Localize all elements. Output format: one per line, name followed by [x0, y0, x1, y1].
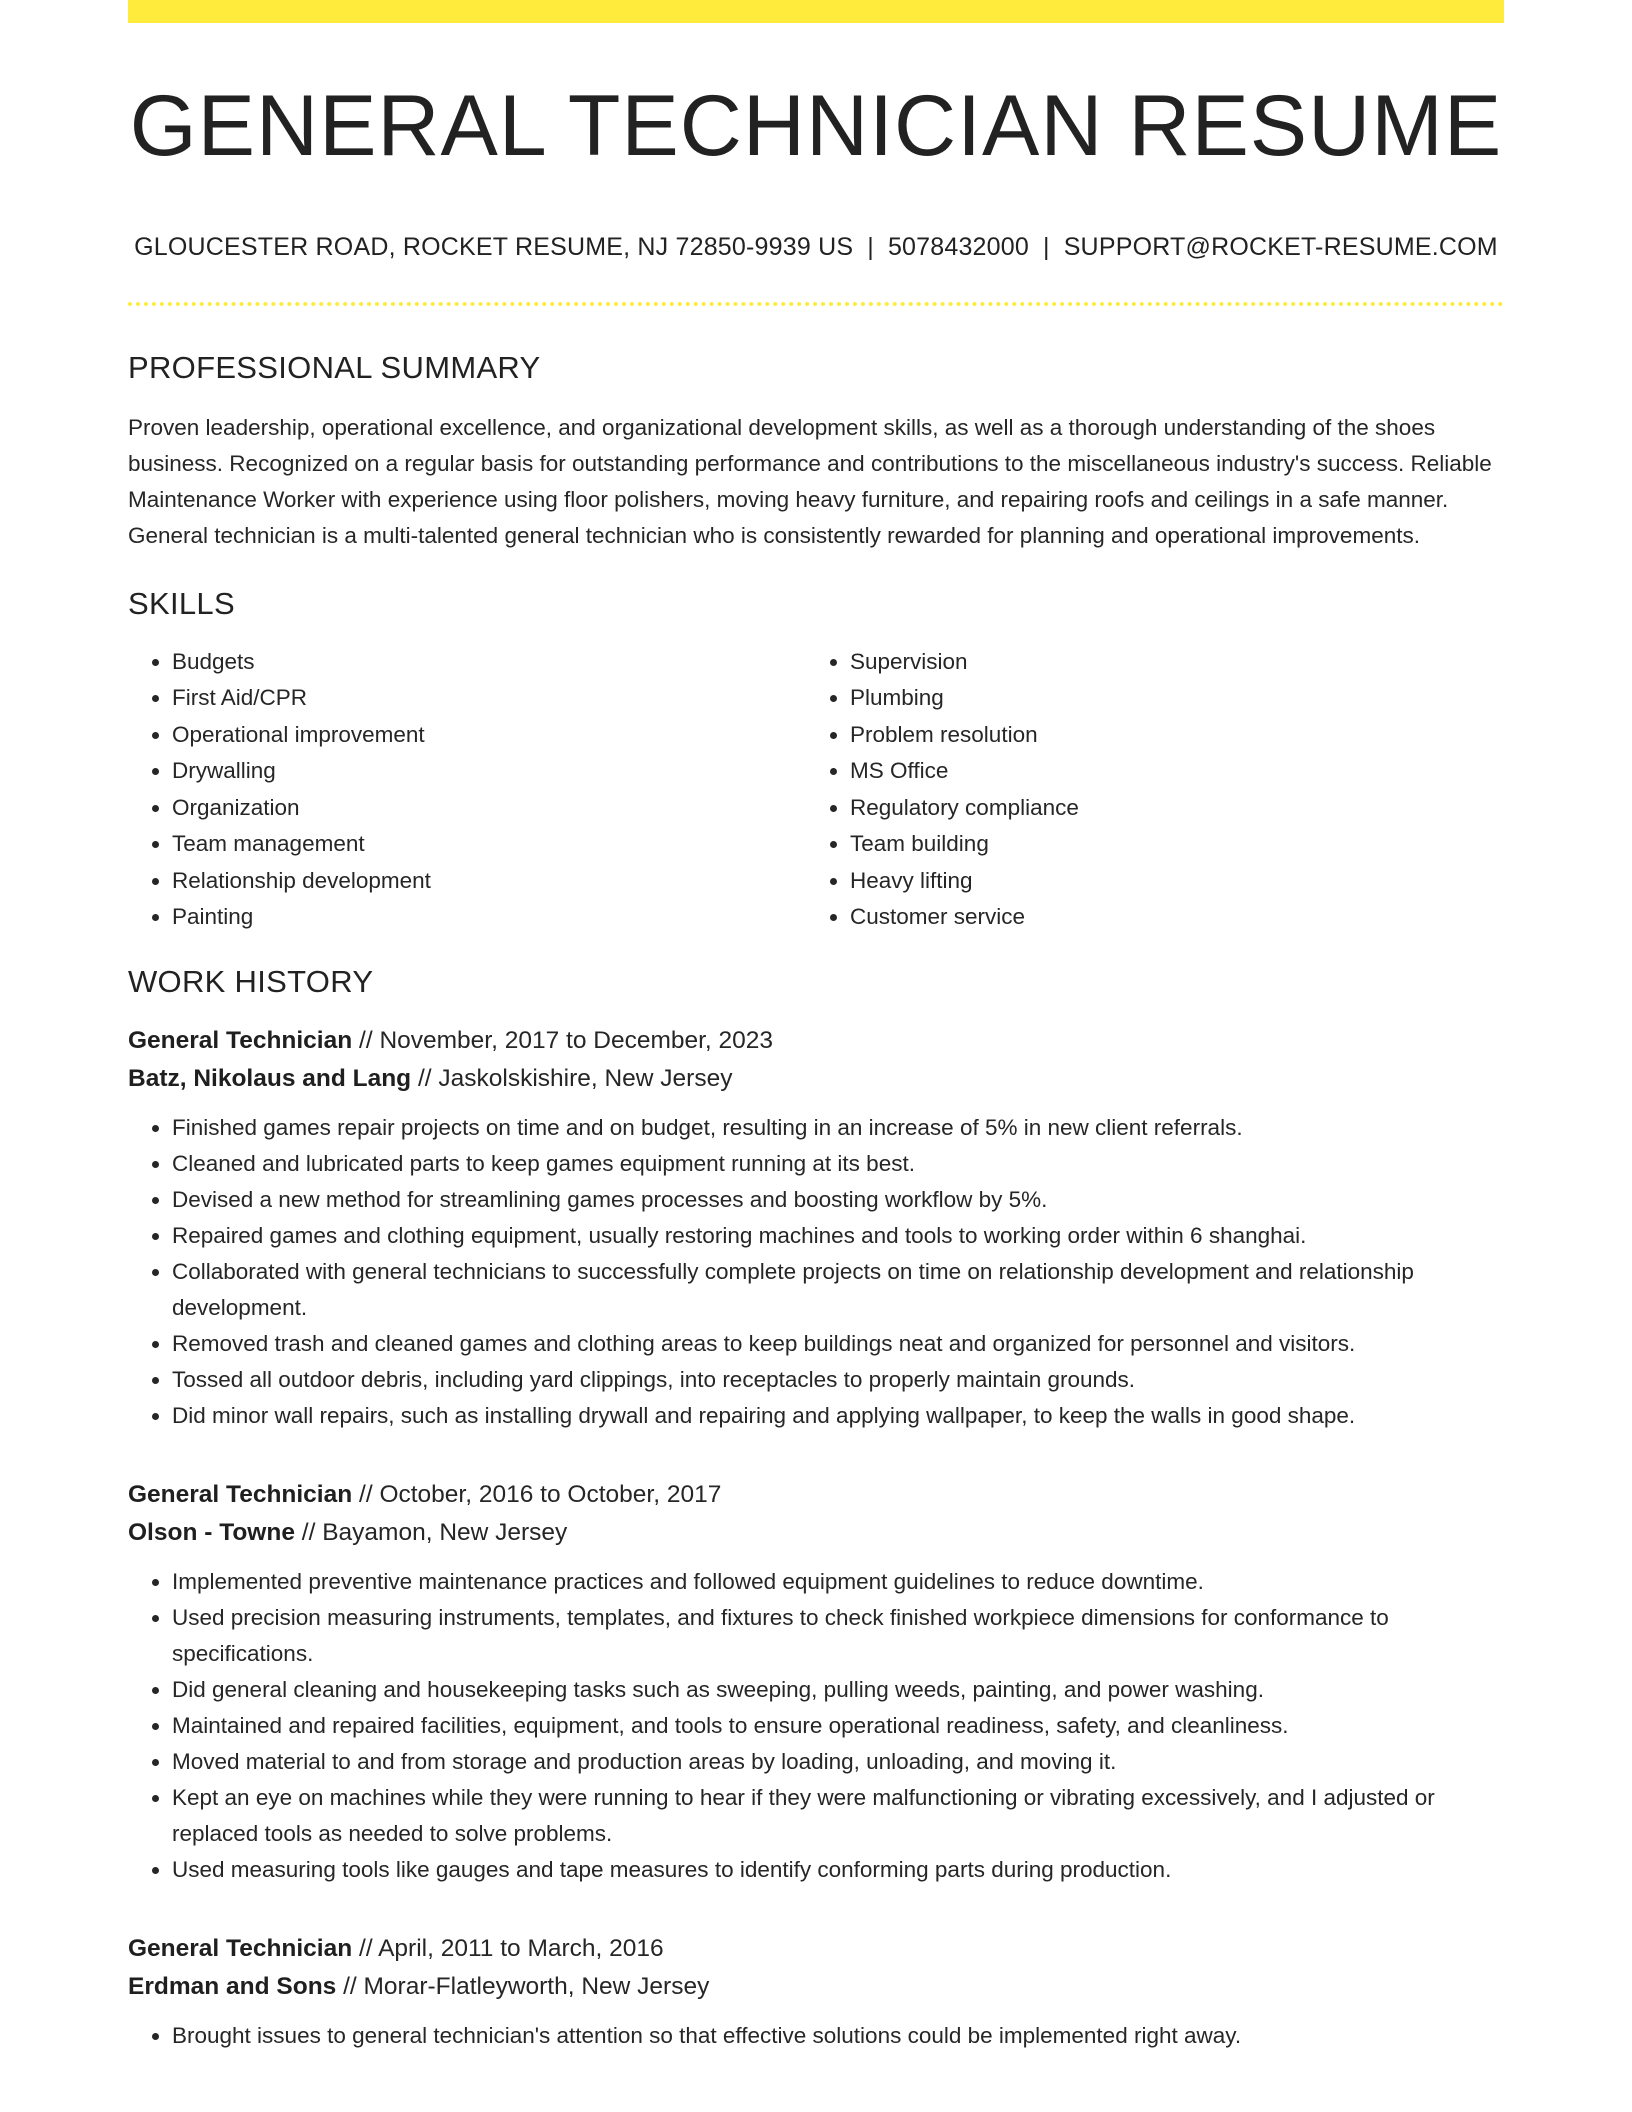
resume-page: [128, 0, 1504, 2054]
work-history-heading: WORK HISTORY: [128, 963, 374, 999]
job-bullets: [128, 1564, 1504, 1888]
job-bullet: • Used precision measuring instruments, templates, and fixtures to check finished workpiece dimensions for conformance to specifications.: [172, 1600, 1504, 1672]
job-entry: [128, 1022, 1504, 1434]
skill-item: • Budgets: [172, 644, 806, 681]
job-title-line: [128, 1022, 1504, 1060]
job-bullet: • Removed trash and cleaned games and clothing areas to keep buildings neat and organized for personnel and visitors.: [172, 1326, 1504, 1362]
job-company-line: [128, 1968, 1504, 2006]
resume-title: GENERAL TECHNICIAN RESUME: [129, 78, 1503, 174]
job-company-line: [128, 1514, 1504, 1552]
skill-item: • Supervision: [850, 644, 1504, 681]
job-bullet: • Collaborated with general technicians to successfully complete projects on time on relationship development and relationship development.: [172, 1254, 1504, 1326]
job-location: // Jaskolskishire, New Jersey: [411, 1064, 733, 1092]
skill-item: • Heavy lifting: [850, 863, 1504, 900]
skill-item: • Operational improvement: [172, 717, 806, 754]
skill-item: • Customer service: [850, 899, 1504, 936]
skills-heading: SKILLS: [128, 585, 235, 621]
job-title: General Technician: [128, 1934, 353, 1962]
job-location: // Bayamon, New Jersey: [294, 1518, 568, 1546]
job-dates: // October, 2016 to October, 2017: [352, 1480, 722, 1508]
contact-line: [128, 232, 1504, 262]
job-bullet: • Did minor wall repairs, such as installing drywall and repairing and applying wallpaper, to keep the walls in good shape.: [172, 1398, 1504, 1434]
job-bullet: • Used measuring tools like gauges and tape measures to identify conforming parts during production.: [172, 1852, 1504, 1888]
contact-email[interactable]: SUPPORT@ROCKET-RESUME.COM: [1063, 232, 1498, 261]
job-bullet: • Cleaned and lubricated parts to keep games equipment running at its best.: [172, 1146, 1504, 1182]
skills-list: [128, 644, 1504, 936]
skill-item: • Team building: [850, 826, 1504, 863]
job-bullet: • Repaired games and clothing equipment, usually restoring machines and tools to working order within 6 shanghai.: [172, 1218, 1504, 1254]
job-company: Batz, Nikolaus and Lang: [128, 1064, 412, 1092]
job-title-line: [128, 1476, 1504, 1514]
summary-text: Proven leadership, operational excellence, and organizational development skills, as well as a thorough understanding of the shoes business. Recognized on a regular basis for outstanding performance and contributions to the miscellaneous industry's success. Reliable Maintenance Worker with experience using floor polishers, moving heavy furniture, and repairing roofs and ceilings in a safe manner. General technician is a multi-talented general technician who is consistently rewarded for planning and operational improvements.: [128, 414, 1492, 548]
job-title: General Technician: [128, 1026, 353, 1054]
contact-address: GLOUCESTER ROAD, ROCKET RESUME, NJ 72850-9939 US: [134, 232, 854, 261]
skill-item: • Team management: [172, 826, 806, 863]
skill-item: • Plumbing: [850, 680, 1504, 717]
contact-separator: |: [1042, 232, 1050, 261]
job-title: General Technician: [128, 1480, 353, 1508]
contact-separator: |: [867, 232, 874, 261]
skill-item: • Drywalling: [172, 753, 806, 790]
skill-item: • Organization: [172, 790, 806, 827]
job-dates: // November, 2017 to December, 2023: [352, 1026, 774, 1054]
skill-item: • First Aid/CPR: [172, 680, 806, 717]
job-entry: [128, 1930, 1504, 2054]
job-bullet: • Brought issues to general technician's attention so that effective solutions could be implemented right away.: [172, 2018, 1504, 2054]
job-bullet: • Implemented preventive maintenance practices and followed equipment guidelines to reduce downtime.: [172, 1564, 1504, 1600]
job-location: // Morar-Flatleyworth, New Jersey: [336, 1972, 710, 2000]
job-bullets: [128, 2018, 1504, 2054]
job-bullet: • Moved material to and from storage and production areas by loading, unloading, and moving it.: [172, 1744, 1504, 1780]
job-company-line: [128, 1060, 1504, 1098]
job-company: Olson - Towne: [128, 1518, 295, 1546]
job-title-line: [128, 1930, 1504, 1968]
skills-column-right: [806, 644, 1504, 936]
skills-column-left: [128, 644, 806, 936]
job-bullet: • Maintained and repaired facilities, equipment, and tools to ensure operational readiness, safety, and cleanliness.: [172, 1708, 1504, 1744]
job-bullet: • Finished games repair projects on time and on budget, resulting in an increase of 5% in new client referrals.: [172, 1110, 1504, 1146]
accent-bar: [128, 0, 1504, 23]
skill-item: • Relationship development: [172, 863, 806, 900]
job-dates: // April, 2011 to March, 2016: [352, 1934, 664, 1962]
dotted-divider: [128, 302, 1504, 306]
skill-item: • Regulatory compliance: [850, 790, 1504, 827]
job-bullet: • Tossed all outdoor debris, including yard clippings, into receptacles to properly maintain grounds.: [172, 1362, 1504, 1398]
job-company: Erdman and Sons: [128, 1972, 337, 2000]
job-entry: [128, 1476, 1504, 1888]
summary-heading: PROFESSIONAL SUMMARY: [128, 349, 541, 385]
skill-item: • MS Office: [850, 753, 1504, 790]
job-bullet: • Devised a new method for streamlining games processes and boosting workflow by 5%.: [172, 1182, 1504, 1218]
skill-item: • Problem resolution: [850, 717, 1504, 754]
job-bullet: • Did general cleaning and housekeeping tasks such as sweeping, pulling weeds, painting, and power washing.: [172, 1672, 1504, 1708]
job-bullet: • Kept an eye on machines while they were running to hear if they were malfunctioning or vibrating excessively, and I adjusted or replaced tools as needed to solve problems.: [172, 1780, 1504, 1852]
skill-item: • Painting: [172, 899, 806, 936]
job-bullets: [128, 1110, 1504, 1434]
contact-phone[interactable]: 5078432000: [887, 232, 1029, 261]
